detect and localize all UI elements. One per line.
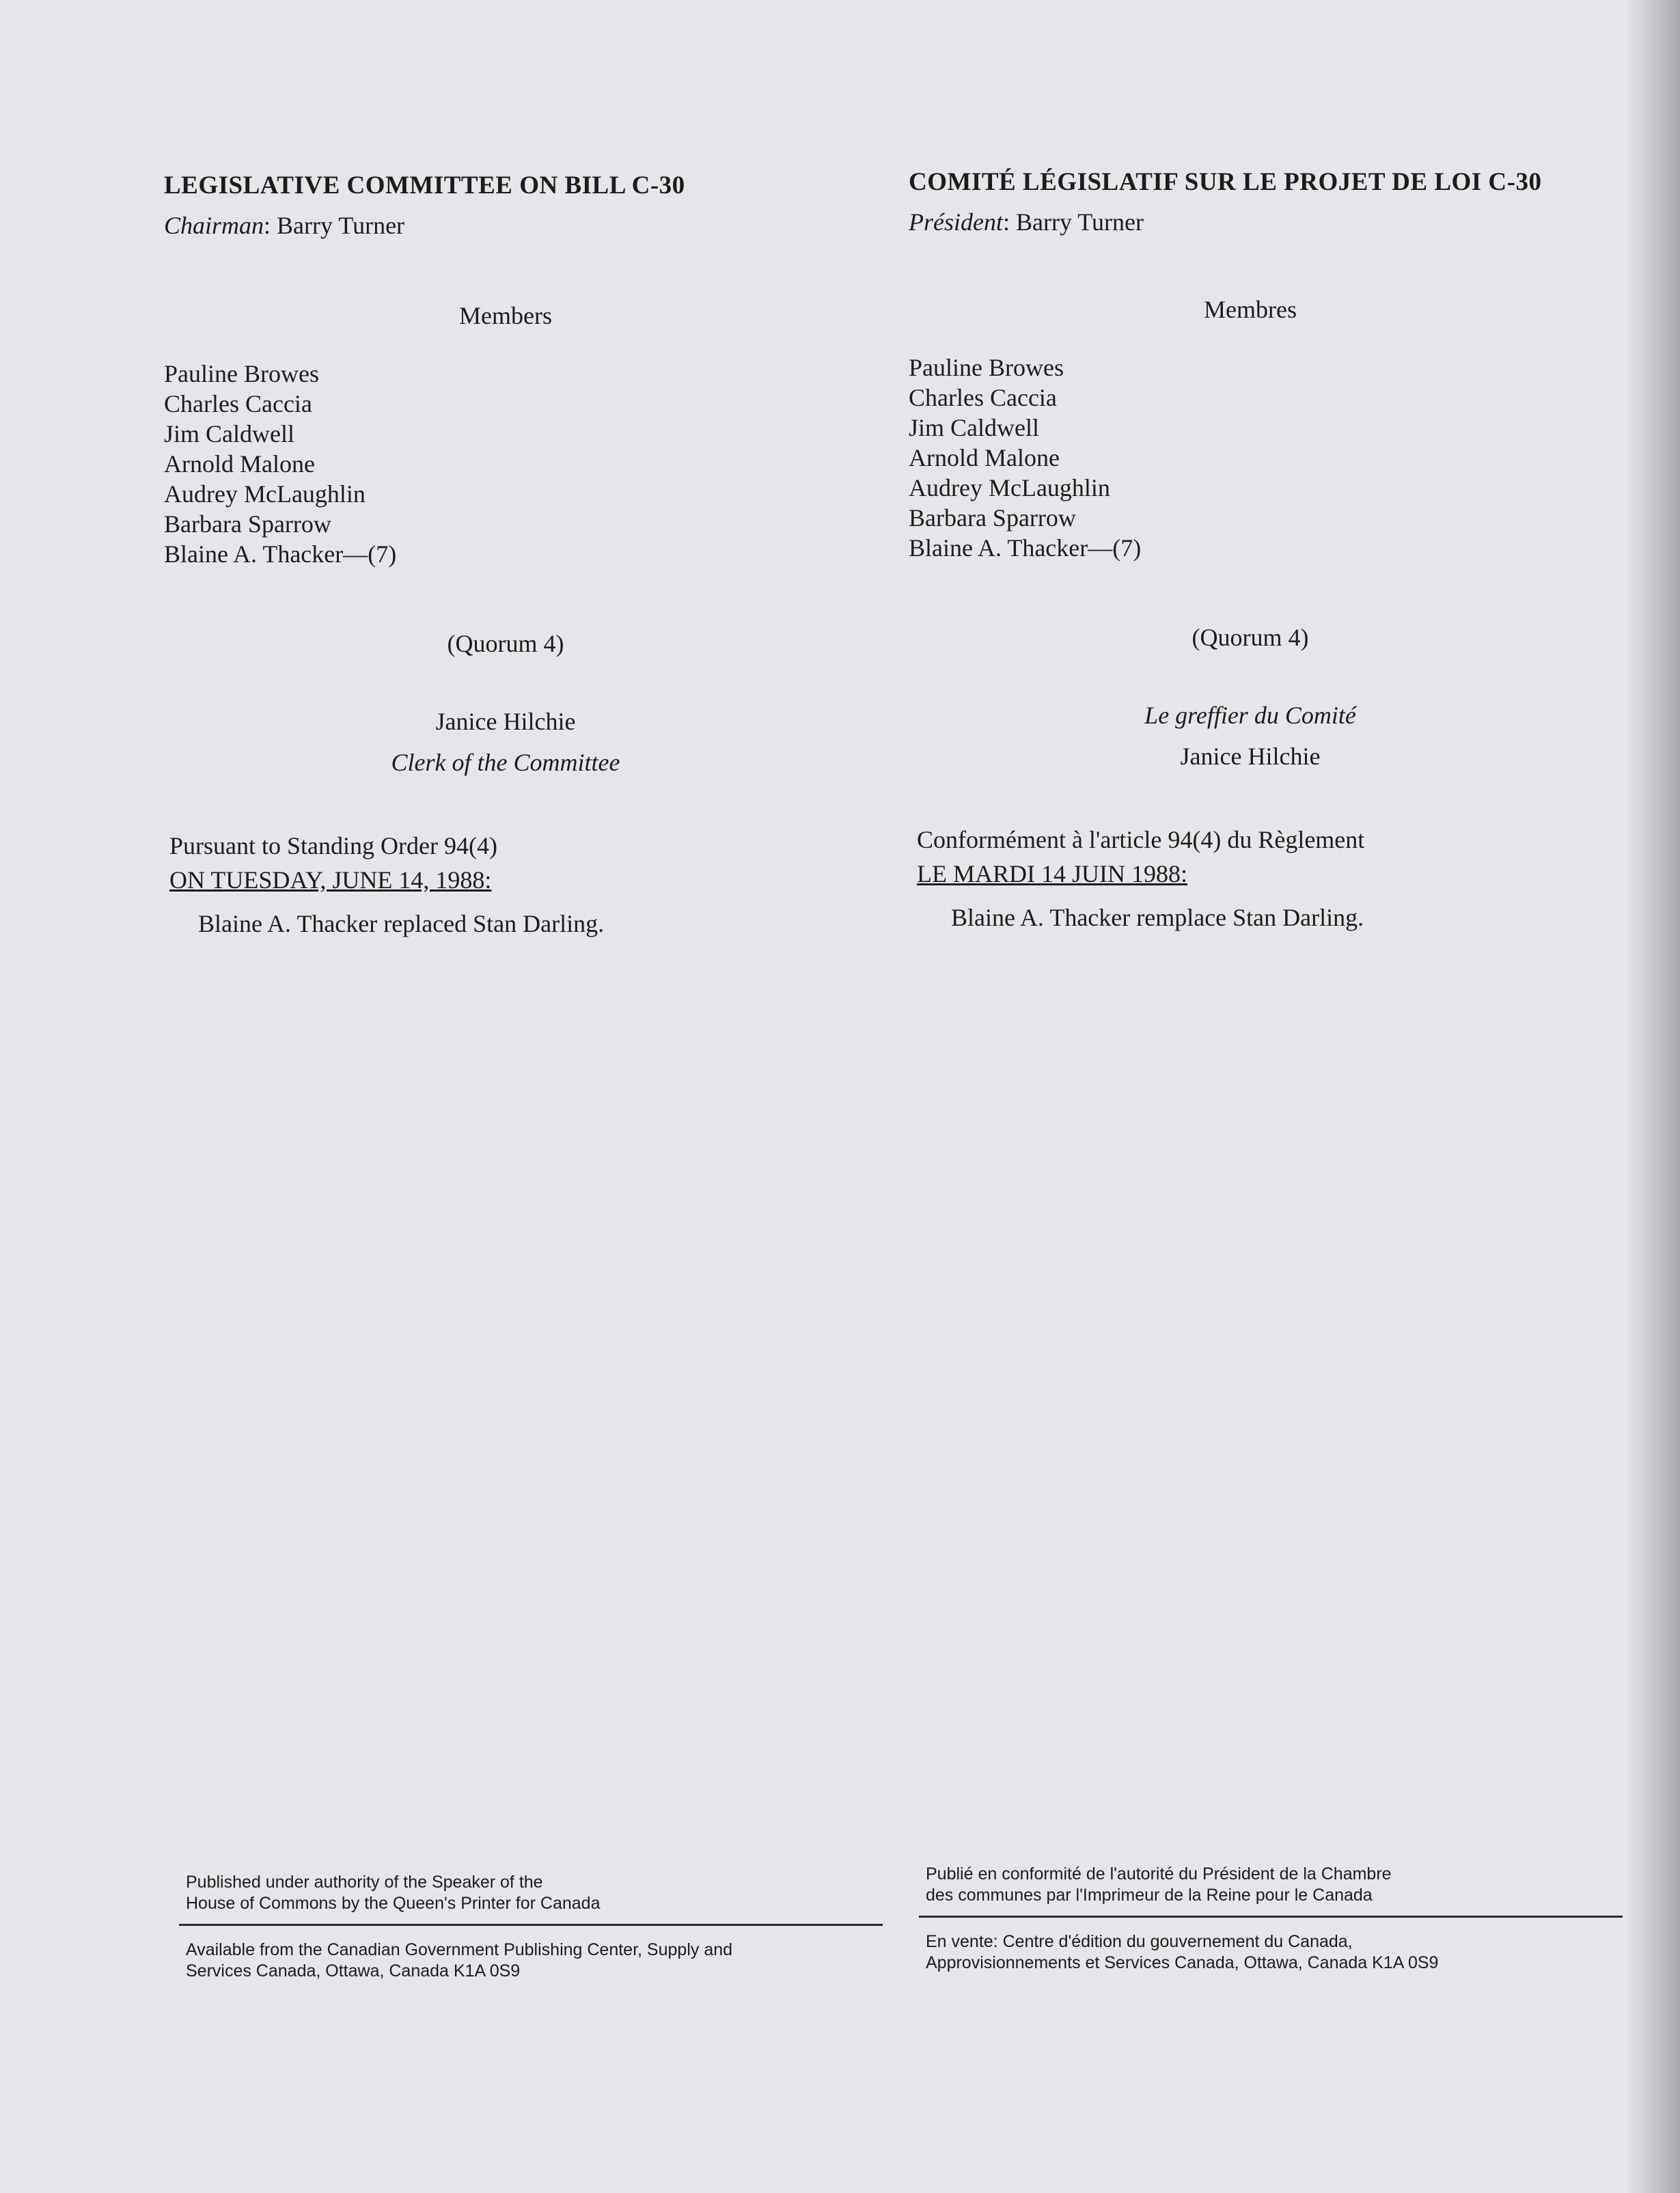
chair-name-fr: : Barry Turner [1002, 208, 1144, 236]
member-item: Charles Caccia [909, 384, 1057, 411]
members-list-en [164, 359, 902, 569]
member-item: Blaine A. Thacker—(7) [164, 540, 397, 568]
member-item: Audrey McLaughlin [909, 474, 1110, 501]
chair-name-en: : Barry Turner [264, 212, 405, 239]
member-item: Barbara Sparrow [164, 510, 331, 538]
footer-divider-fr [919, 1916, 1623, 1918]
chair-role-en: Chairman [164, 212, 264, 239]
quorum-fr: (Quorum 4) [1192, 624, 1309, 651]
published-line-2-fr: des communes par l'Imprimeur de la Reine pour le Canada [926, 1886, 1373, 1905]
footer-divider-en [179, 1924, 883, 1926]
meeting-date-fr: LE MARDI 14 JUIN 1988: [917, 860, 1187, 887]
meeting-date-en: ON TUESDAY, JUNE 14, 1988: [169, 866, 492, 894]
members-heading-fr: Membres [1204, 296, 1297, 323]
member-item: Pauline Browes [164, 360, 319, 387]
clerk-name-en: Janice Hilchie [435, 708, 576, 735]
published-line-1-en: Published under authority of the Speaker of the [186, 1873, 543, 1892]
member-item: Arnold Malone [909, 444, 1060, 471]
available-line-1-en: Available from the Canadian Government Publishing Center, Supply and [186, 1940, 733, 1959]
published-line-2-en: House of Commons by the Queen's Printer for Canada [186, 1894, 601, 1913]
clerk-name-fr: Janice Hilchie [1180, 743, 1321, 770]
members-heading-en: Members [459, 302, 552, 329]
committee-title-fr: COMITÉ LÉGISLATIF SUR LE PROJET DE LOI C-30 [909, 168, 1542, 196]
published-line-1-fr: Publié en conformité de l'autorité du Président de la Chambre [926, 1864, 1392, 1884]
chair-line-fr [909, 208, 1647, 236]
chair-line-en [164, 211, 902, 240]
member-item: Jim Caldwell [909, 414, 1039, 441]
chair-role-fr: Président [909, 208, 1003, 236]
member-item: Audrey McLaughlin [164, 480, 366, 508]
replacement-note-en: Blaine A. Thacker replaced Stan Darling. [198, 910, 605, 937]
publication-footer-fr [926, 1864, 1623, 1974]
member-item: Barbara Sparrow [909, 504, 1076, 532]
clerk-title-en: Clerk of the Committee [391, 749, 620, 776]
member-item: Pauline Browes [909, 354, 1064, 381]
member-item: Jim Caldwell [164, 420, 294, 447]
replacement-note-fr: Blaine A. Thacker remplace Stan Darling. [951, 904, 1364, 931]
english-column [164, 171, 902, 938]
member-item: Arnold Malone [164, 450, 315, 478]
quorum-en: (Quorum 4) [447, 630, 564, 657]
committee-title-en: LEGISLATIVE COMMITTEE ON BILL C-30 [164, 171, 685, 199]
publication-footer-en [186, 1872, 890, 1982]
standing-order-fr: Conformément à l'article 94(4) du Règlement [917, 826, 1365, 853]
member-item: Charles Caccia [164, 390, 312, 417]
available-line-2-fr: Approvisionnements et Services Canada, Ottawa, Canada K1A 0S9 [926, 1953, 1439, 1972]
standing-order-en: Pursuant to Standing Order 94(4) [169, 832, 497, 859]
member-item: Blaine A. Thacker—(7) [909, 534, 1142, 562]
members-list-fr [909, 353, 1647, 563]
available-line-1-fr: En vente: Centre d'édition du gouvernement du Canada, [926, 1932, 1353, 1951]
clerk-title-fr: Le greffier du Comité [1144, 702, 1356, 729]
available-line-2-en: Services Canada, Ottawa, Canada K1A 0S9 [186, 1961, 521, 1981]
french-column [909, 167, 1647, 932]
